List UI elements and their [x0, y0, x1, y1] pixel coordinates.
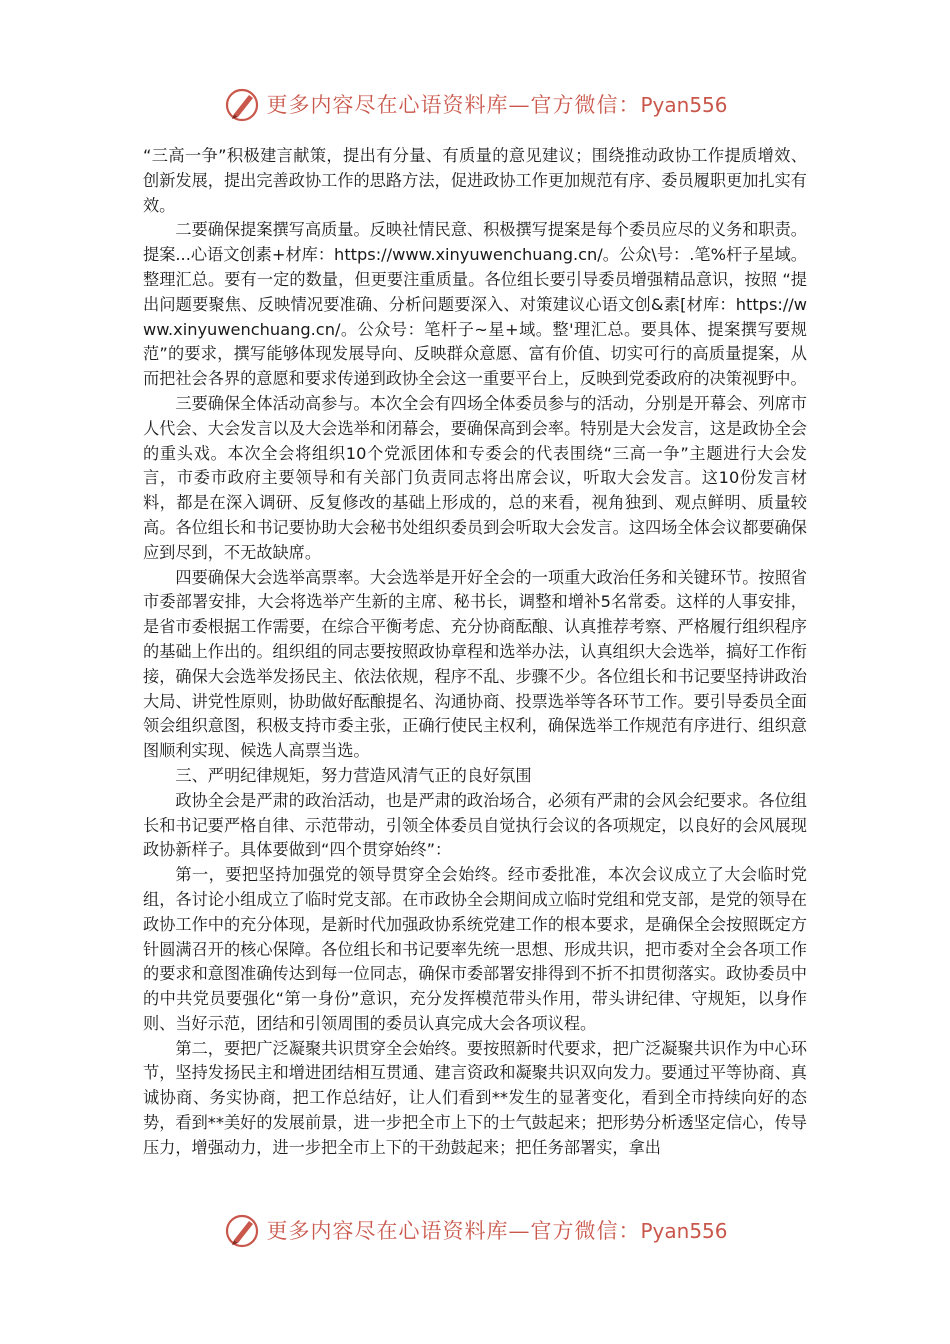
watermark-text: 更多内容尽在心语资料库—官方微信：Pyan556 — [266, 1219, 728, 1243]
document-body — [143, 144, 807, 1161]
watermark-banner-bottom — [0, 1208, 950, 1252]
paragraph: 第二，要把广泛凝聚共识贯穿全会始终。要按照新时代要求，把广泛凝聚共识作为中心环节，坚持发扬民主和增进团结相互贯通、建言资政和凝聚共识双向发力。要通过平等协商、真诚协商、务实协商，把工作总结好，让人们看到**发生的显著变化，看到全市持续向好的态势，看到**美好的发展前景，进一步把全市上下的士气鼓起来；把形势分析透坚定信心，传导压力，增强动力，进一步把全市上下的干劲鼓起来；把任务部署实，拿出 — [143, 1038, 807, 1157]
watermark-text: 更多内容尽在心语资料库—官方微信：Pyan556 — [266, 93, 728, 117]
paragraph: 政协全会是严肃的政治活动，也是严肃的政治场合，必须有严肃的会风会纪要求。各位组长和书记要严格自律、示范带动，引领全体委员自觉执行会议的各项规定，以良好的会风展现政协新样子。具体要做到“四个贯穿始终”： — [143, 790, 807, 860]
watermark-banner-top — [0, 82, 950, 126]
paragraph: 二要确保提案撰写高质量。反映社情民意、积极撰写提案是每个委员应尽的义务和职责。提案...心语文创素+材库：https://www.xinyuwenchuang.cn/。公众\号：.笔%杆子星域。整理汇总。要有一定的数量，但更要注重质量。各位组长要引导委员增强精品意识，按照 “提出问题要聚焦、反映情况要准确、分析问题要深入、对策建议心语文创&素[材库：https://www.xinyuwenchuang.cn/。公众号：笔杆子~星+域。整'理汇总。要具体、提案撰写要规范”的要求，撰写能够体现发展导向、反映群众意愿、富有价值、切实可行的高质量提案，从而把社会各界的意愿和要求传递到政协全会这一重要平台上，反映到党委政府的决策视野中。 — [143, 220, 807, 389]
pen-circle-logo-icon — [222, 1210, 262, 1250]
paragraph: 三要确保全体活动高参与。本次全会有四场全体委员参与的活动，分别是开幕会、列席市人代会、大会发言以及大会选举和闭幕会，要确保高到会率。特别是大会发言，这是政协全会的重头戏。本次全会将组织10个党派团体和专委会的代表围绕“三高一争”主题进行大会发言，市委市政府主要领导和有关部门负责同志将出席会议，听取大会发言。这10份发言材料，都是在深入调研、反复修改的基础上形成的，总的来看，视角独到、观点鲜明、质量较高。各位组长和书记要协助大会秘书处组织委员到会听取大会发言。这四场全体会议都要确保应到尽到，不无故缺席。 — [143, 393, 807, 562]
paragraph: 第一，要把坚持加强党的领导贯穿全会始终。经市委批准，本次会议成立了大会临时党组，各讨论小组成立了临时党支部。在市政协全会期间成立临时党组和党支部，是党的领导在政协工作中的充分体现，是新时代加强政协系统党建工作的根本要求，是确保全会按照既定方针圆满召开的核心保障。各位组长和书记要率先统一思想、形成共识，把市委对全会各项工作的要求和意图准确传达到每一位同志，确保市委部署安排得到不折不扣贯彻落实。政协委员中的中共党员要强化“第一身份”意识，充分发挥模范带头作用，带头讲纪律、守规矩，以身作则、当好示范，团结和引领周围的委员认真完成大会各项议程。 — [143, 865, 807, 1033]
section-heading: 三、严明纪律规矩，努力营造风清气正的良好氛围 — [175, 765, 532, 785]
wechat-id: Pyan556 — [640, 1219, 728, 1243]
pen-circle-logo-icon — [222, 84, 262, 124]
paragraph: “三高一争”积极建言献策，提出有分量、有质量的意见建议；围绕推动政协工作提质增效、创新发展，提出完善政协工作的思路方法，促进政协工作更加规范有序、委员履职更加扎实有效。 — [143, 146, 807, 215]
paragraph: 四要确保大会选举高票率。大会选举是开好全会的一项重大政治任务和关键环节。按照省市委部署安排，大会将选举产生新的主席、秘书长，调整和增补5名常委。这样的人事安排，是省市委根据工作需要，在综合平衡考虑、充分协商酝酿、认真推荐考察、严格履行组织程序的基础上作出的。组织组的同志要按照政协章程和选举办法，认真组织大会选举，搞好工作衔接，确保大会选举发扬民主、依法依规，程序不乱、步骤不少。各位组长和书记要坚持讲政治大局、讲党性原则，协助做好酝酿提名、沟通协商、投票选举等各环节工作。要引导委员全面领会组织意图，积极支持市委主张，正确行使民主权利，确保选举工作规范有序进行、组织意图顺利实现、候选人高票当选。 — [143, 567, 807, 761]
wechat-id: Pyan556 — [640, 93, 728, 117]
